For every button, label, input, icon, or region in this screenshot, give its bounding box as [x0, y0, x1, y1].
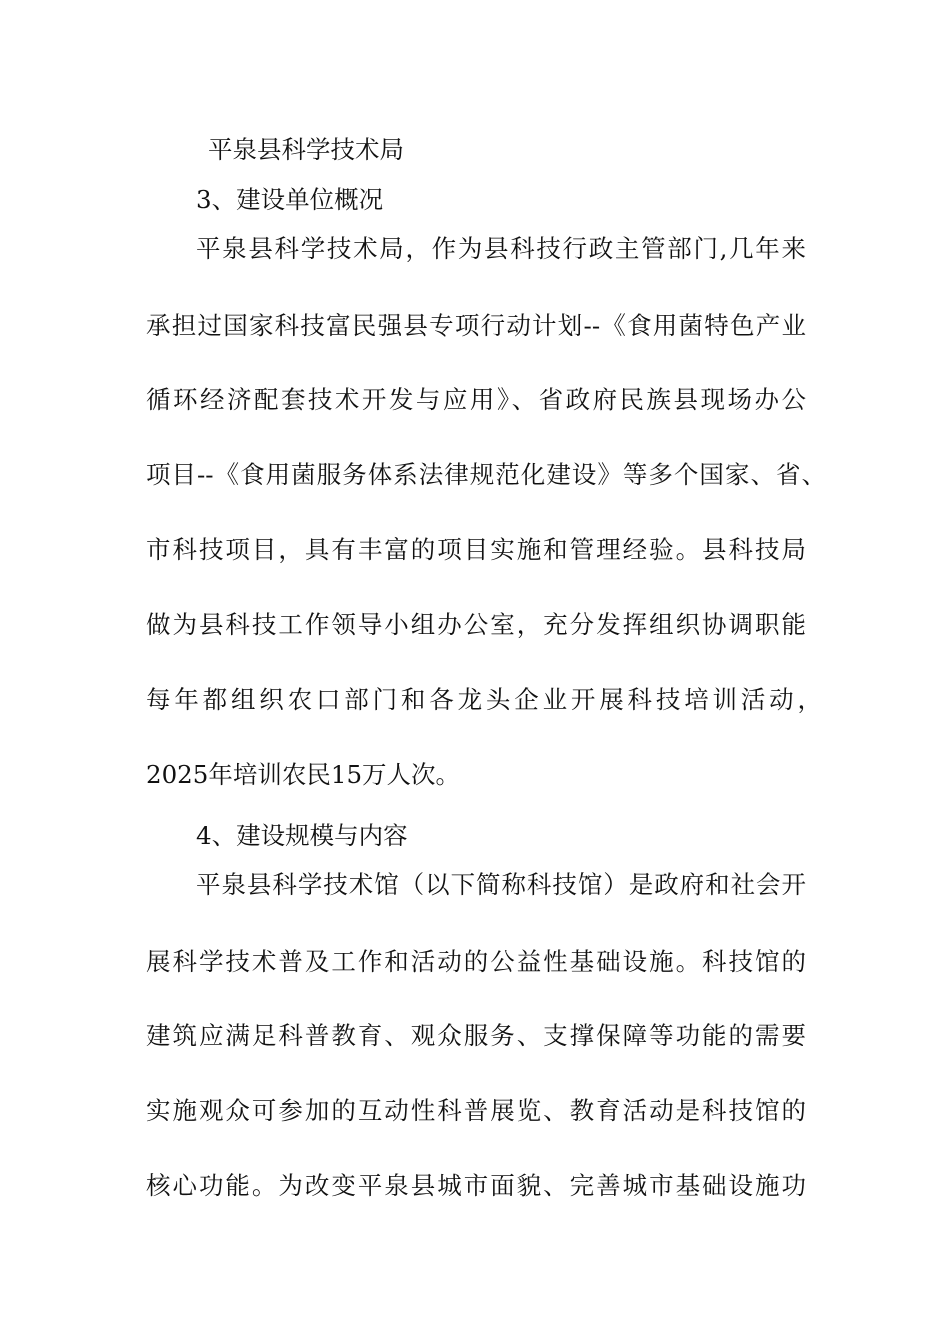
paragraph-line: 2025年培训农民15万人次。 [146, 760, 461, 789]
paragraph-line: 循环经济配套技术开发与应用》、省政府民族县现场办公 [146, 385, 806, 414]
paragraph-line: 承担过国家科技富民强县专项行动计划--《食用菌特色产业 [146, 311, 806, 340]
paragraph-line: 每年都组织农口部门和各龙头企业开展科技培训活动， [146, 685, 822, 714]
paragraph-line: 核心功能。为改变平泉县城市面貌、完善城市基础设施功 [146, 1171, 806, 1200]
paragraph-line: 平泉县科学技术局，作为县科技行政主管部门,几年来 [196, 234, 806, 263]
organization-line: 平泉县科学技术局 [208, 135, 404, 164]
paragraph-line: 做为县科技工作领导小组办公室，充分发挥组织协调职能 [146, 610, 806, 639]
paragraph-line: 平泉县科学技术馆（以下简称科技馆）是政府和社会开 [196, 870, 806, 899]
paragraph-line: 建筑应满足科普教育、观众服务、支撑保障等功能的需要 [146, 1021, 806, 1050]
section-4-heading: 4、建设规模与内容 [196, 821, 408, 850]
paragraph-line: 实施观众可参加的互动性科普展览、教育活动是科技馆的 [146, 1096, 806, 1125]
paragraph-line: 项目--《食用菌服务体系法律规范化建设》等多个国家、省、 [146, 460, 826, 489]
paragraph-line: 市科技项目，具有丰富的项目实施和管理经验。县科技局 [146, 535, 806, 564]
section-3-heading: 3、建设单位概况 [196, 185, 384, 214]
paragraph-line: 展科学技术普及工作和活动的公益性基础设施。科技馆的 [146, 947, 806, 976]
